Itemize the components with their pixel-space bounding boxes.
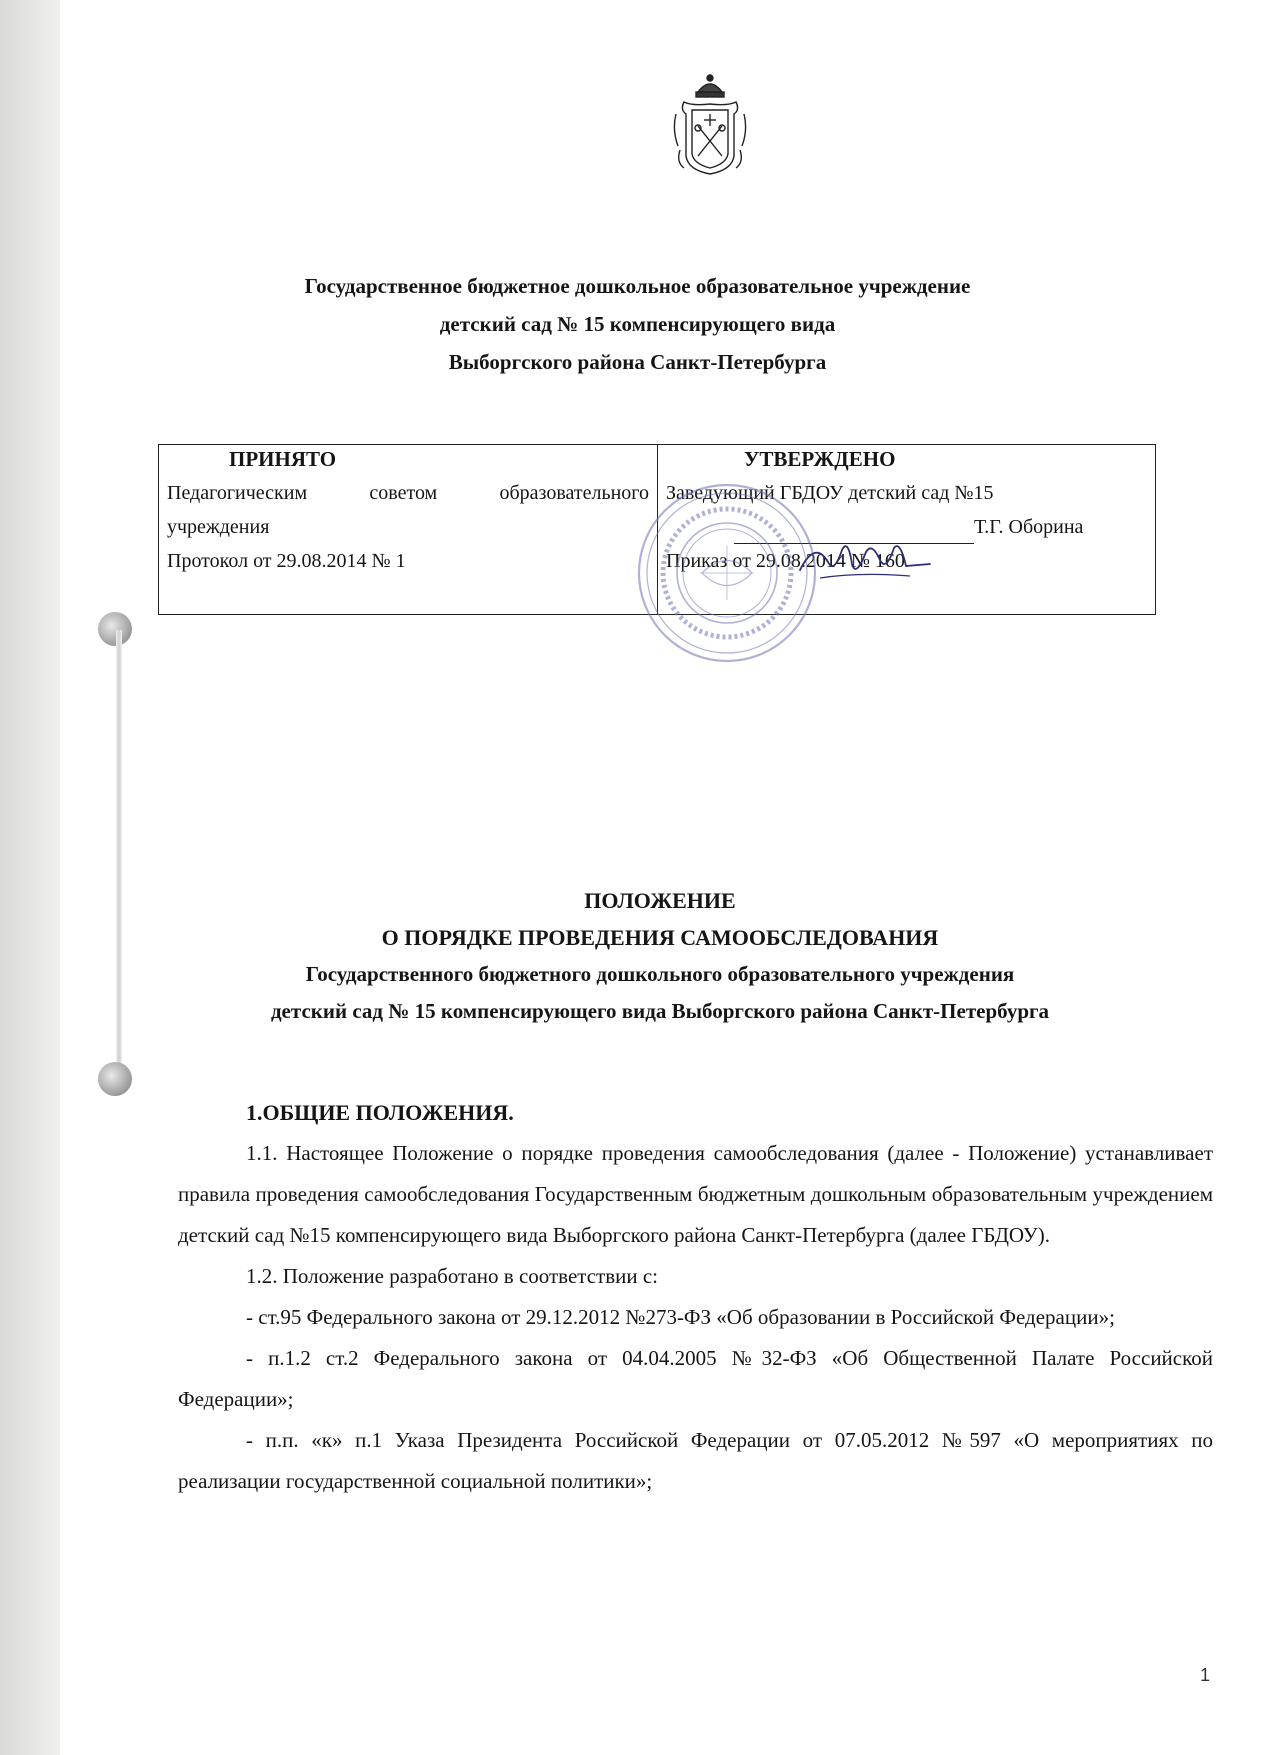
accepted-protocol: Протокол от 29.08.2014 № 1 xyxy=(167,550,406,572)
st-petersburg-coat-of-arms-icon xyxy=(670,70,750,180)
approved-signer-name: Т.Г. Оборина xyxy=(974,516,1084,538)
approval-table xyxy=(158,444,1156,615)
binding-strip xyxy=(116,630,122,1070)
list-item-law-273: - ст.95 Федерального закона от 29.12.2012 №273-ФЗ «Об образовании в Российской Федерации»; xyxy=(246,1305,1115,1329)
approved-cell xyxy=(657,445,1155,614)
punch-hole-top xyxy=(98,612,132,646)
page-number: 1 xyxy=(1200,1665,1211,1685)
accepted-cell xyxy=(159,445,657,614)
scan-left-margin xyxy=(0,0,60,1755)
approved-order: Приказ от 29.08.2014 № 160 xyxy=(666,550,905,572)
approved-signature-row xyxy=(666,510,1147,544)
document-title xyxy=(160,882,1160,1030)
institution-name-line1: Государственное бюджетное дошкольное образовательное учреждение xyxy=(304,274,971,298)
list-item-decree-597: - п.п. «к» п.1 Указа Президента Российской Федерации от 07.05.2012 №597 «О мероприятиях по реализации государственной социальной политики»; xyxy=(178,1428,1213,1493)
institution-name-line2: детский сад № 15 компенсирующего вида xyxy=(439,312,836,336)
title-position: ПОЛОЖЕНИЕ xyxy=(584,888,736,913)
accepted-title: ПРИНЯТО xyxy=(229,447,337,471)
section-heading: 1.ОБЩИЕ ПОЛОЖЕНИЯ. xyxy=(246,1100,514,1125)
institution-header xyxy=(200,267,1075,381)
list-item-law-32: - п.1.2 ст.2 Федерального закона от 04.04.2005 №32-ФЗ «Об Общественной Палате Российской Федерации»; xyxy=(178,1346,1213,1411)
title-institution-line2: детский сад № 15 компенсирующего вида Выборгского района Санкт-Петербурга xyxy=(270,999,1050,1023)
institution-name-line3: Выборгского района Санкт-Петербурга xyxy=(448,350,827,374)
title-subject: О ПОРЯДКЕ ПРОВЕДЕНИЯ САМООБСЛЕДОВАНИЯ xyxy=(381,925,939,950)
punch-hole-bottom xyxy=(98,1062,132,1096)
accepted-body-line2: учреждения xyxy=(167,516,270,538)
approved-position: Заведующий ГБДОУ детский сад №15 xyxy=(666,482,994,504)
approved-title: УТВЕРЖДЕНО xyxy=(744,447,896,471)
paragraph-1-1: 1.1. Настоящее Положение о порядке проведения самообследования (далее - Положение) устанавливает правила проведения самообследования Государственным бюджетным дошкольным образовательным учреждением детский сад №15 компенсирующего вида Выборгского района Санкт-Петербурга (далее ГБДОУ). xyxy=(178,1141,1213,1247)
paragraph-1-2: 1.2. Положение разработано в соответствии с: xyxy=(246,1264,659,1288)
title-institution-line1: Государственного бюджетного дошкольного образовательного учреждения xyxy=(305,962,1015,986)
document-body xyxy=(178,1092,1213,1502)
accepted-body-line1: Педагогическим советом образовательного xyxy=(167,482,649,504)
signature-line xyxy=(734,521,974,544)
